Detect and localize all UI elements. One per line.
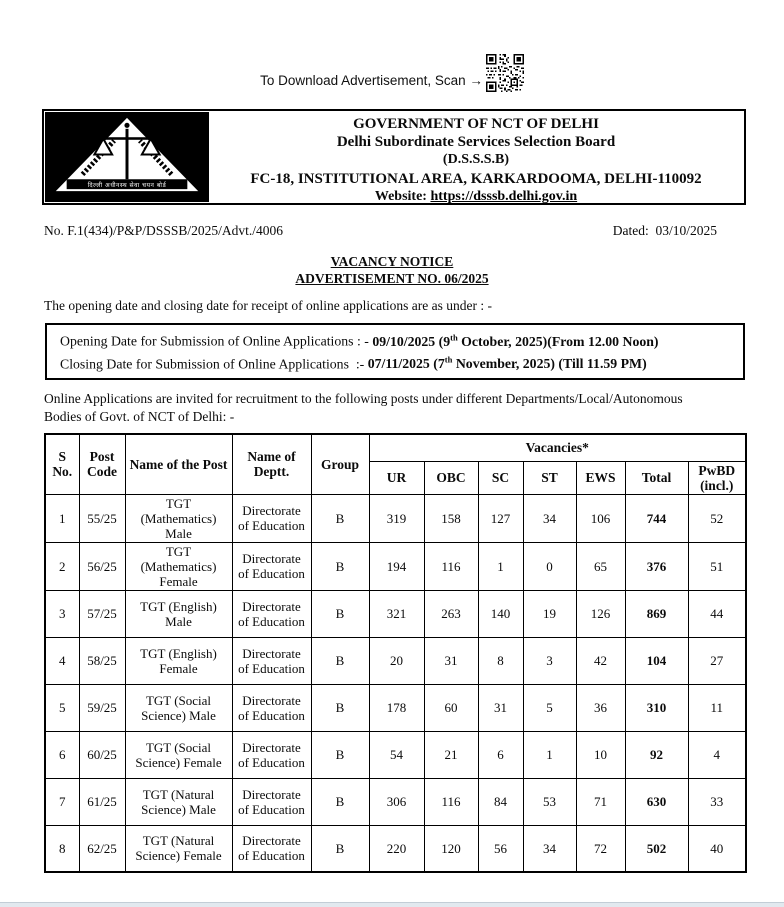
cell-group: B — [311, 542, 369, 590]
table-row — [45, 731, 746, 778]
closing-date-line — [60, 351, 739, 374]
col-header-post-code: Post Code — [79, 434, 125, 494]
col-header-group: Group — [311, 434, 369, 494]
cell-ur: 178 — [369, 684, 424, 731]
cell-ews: 72 — [576, 825, 625, 872]
website-line — [209, 188, 743, 206]
cell-obc: 116 — [424, 542, 478, 590]
cell-post-name: TGT (Social Science) Male — [125, 684, 232, 731]
cell-sno: 2 — [45, 542, 79, 590]
cell-post-name: TGT (English) Male — [125, 590, 232, 637]
cell-group: B — [311, 494, 369, 542]
cell-group: B — [311, 684, 369, 731]
cell-ews: 42 — [576, 637, 625, 684]
cell-post-code: 61/25 — [79, 778, 125, 825]
table-row — [45, 637, 746, 684]
cell-total: 376 — [625, 542, 688, 590]
cell-st: 1 — [523, 731, 576, 778]
letterhead-text — [209, 112, 743, 202]
cell-post-name: TGT (Social Science) Female — [125, 731, 232, 778]
advertisement-number: ADVERTISEMENT NO. 06/2025 — [295, 270, 489, 286]
cell-dept-name: Directorate of Education — [232, 542, 311, 590]
body-paragraph-line2: Bodies of Govt. of NCT of Delhi: - — [44, 408, 235, 424]
cell-dept-name: Directorate of Education — [232, 731, 311, 778]
cell-sno: 7 — [45, 778, 79, 825]
col-header-sc: SC — [478, 461, 523, 494]
vacancy-table — [44, 433, 747, 873]
col-header-st: ST — [523, 461, 576, 494]
qr-code-icon — [486, 54, 524, 92]
col-header-obc: OBC — [424, 461, 478, 494]
cell-total: 630 — [625, 778, 688, 825]
board-name: Delhi Subordinate Services Selection Board — [336, 134, 616, 151]
table-row — [45, 684, 746, 731]
cell-pwbd: 51 — [688, 542, 746, 590]
cell-obc: 263 — [424, 590, 478, 637]
reference-line — [44, 223, 745, 239]
cell-ews: 65 — [576, 542, 625, 590]
vacancy-notice-document — [0, 53, 784, 873]
opening-date-value: 09/10/2025 (9 — [372, 333, 451, 349]
board-abbreviation: (D.S.S.S.B) — [442, 152, 510, 168]
letterhead — [42, 109, 746, 205]
col-header-ews: EWS — [576, 461, 625, 494]
website-link[interactable]: https://dsssb.delhi.gov.in — [430, 188, 578, 204]
cell-st: 5 — [523, 684, 576, 731]
cell-sno: 1 — [45, 494, 79, 542]
cell-st: 34 — [523, 494, 576, 542]
col-header-ur: UR — [369, 461, 424, 494]
cell-pwbd: 27 — [688, 637, 746, 684]
cell-total: 744 — [625, 494, 688, 542]
cell-ur: 194 — [369, 542, 424, 590]
cell-sno: 8 — [45, 825, 79, 872]
cell-total: 502 — [625, 825, 688, 872]
col-header-pwbd: PwBD (incl.) — [688, 461, 746, 494]
scan-row — [0, 53, 784, 92]
closing-date-ordinal: th — [444, 354, 453, 365]
cell-ur: 54 — [369, 731, 424, 778]
cell-post-name: TGT (English) Female — [125, 637, 232, 684]
cell-ur: 220 — [369, 825, 424, 872]
cell-st: 34 — [523, 825, 576, 872]
scales-of-justice-icon — [45, 112, 209, 202]
cell-sc: 8 — [478, 637, 523, 684]
cell-sc: 1 — [478, 542, 523, 590]
cell-total: 869 — [625, 590, 688, 637]
table-row — [45, 825, 746, 872]
cell-sc: 56 — [478, 825, 523, 872]
cell-group: B — [311, 825, 369, 872]
table-row — [45, 778, 746, 825]
closing-date-detail: November, 2025) (Till 11.59 PM) — [452, 356, 647, 372]
cell-sc: 84 — [478, 778, 523, 825]
window-bottom-edge — [0, 902, 784, 907]
closing-date-label: Closing Date for Submission of Online Applications :- — [60, 356, 368, 372]
cell-st: 0 — [523, 542, 576, 590]
closing-date-value: 07/11/2025 (7 — [367, 356, 445, 372]
cell-st: 53 — [523, 778, 576, 825]
cell-pwbd: 33 — [688, 778, 746, 825]
file-number: No. F.1(434)/P&P/DSSSB/2025/Advt./4006 — [44, 223, 283, 238]
dated-value: Dated: 03/10/2025 — [612, 223, 717, 238]
cell-group: B — [311, 637, 369, 684]
col-header-total: Total — [625, 461, 688, 494]
opening-date-label: Opening Date for Submission of Online Applications : - — [60, 333, 373, 349]
cell-dept-name: Directorate of Education — [232, 494, 311, 542]
cell-pwbd: 40 — [688, 825, 746, 872]
cell-total: 310 — [625, 684, 688, 731]
cell-ews: 36 — [576, 684, 625, 731]
cell-ur: 306 — [369, 778, 424, 825]
cell-ur: 321 — [369, 590, 424, 637]
cell-sno: 4 — [45, 637, 79, 684]
cell-obc: 158 — [424, 494, 478, 542]
dsssb-logo — [45, 112, 209, 202]
cell-post-code: 60/25 — [79, 731, 125, 778]
cell-sc: 140 — [478, 590, 523, 637]
application-dates-box — [45, 323, 745, 380]
cell-ews: 10 — [576, 731, 625, 778]
cell-ur: 20 — [369, 637, 424, 684]
cell-post-name: TGT (Natural Science) Female — [125, 825, 232, 872]
notice-title: VACANCY NOTICE — [330, 254, 454, 269]
cell-dept-name: Directorate of Education — [232, 590, 311, 637]
cell-sno: 3 — [45, 590, 79, 637]
cell-sc: 127 — [478, 494, 523, 542]
notice-titles — [0, 254, 784, 287]
cell-pwbd: 4 — [688, 731, 746, 778]
cell-group: B — [311, 778, 369, 825]
cell-pwbd: 44 — [688, 590, 746, 637]
cell-ews: 126 — [576, 590, 625, 637]
opening-date-detail: October, 2025)(From 12.00 Noon) — [457, 333, 659, 349]
cell-sno: 6 — [45, 731, 79, 778]
cell-dept-name: Directorate of Education — [232, 684, 311, 731]
cell-ews: 106 — [576, 494, 625, 542]
cell-post-name: TGT (Mathematics) Male — [125, 494, 232, 542]
cell-st: 3 — [523, 637, 576, 684]
cell-group: B — [311, 731, 369, 778]
col-header-post-name: Name of the Post — [125, 434, 232, 494]
cell-ur: 319 — [369, 494, 424, 542]
col-header-sno: S No. — [45, 434, 79, 494]
cell-dept-name: Directorate of Education — [232, 778, 311, 825]
cell-obc: 120 — [424, 825, 478, 872]
cell-group: B — [311, 590, 369, 637]
cell-obc: 60 — [424, 684, 478, 731]
cell-total: 104 — [625, 637, 688, 684]
cell-ews: 71 — [576, 778, 625, 825]
cell-post-code: 59/25 — [79, 684, 125, 731]
table-row — [45, 542, 746, 590]
cell-pwbd: 11 — [688, 684, 746, 731]
intro-paragraph: The opening date and closing date for receipt of online applications are as under : - — [44, 298, 492, 313]
cell-pwbd: 52 — [688, 494, 746, 542]
svg-text:दिल्ली अधीनस्थ सेवा चयन बोर्ड: दिल्ली अधीनस्थ सेवा चयन बोर्ड — [87, 181, 167, 189]
opening-date-ordinal: th — [450, 332, 458, 342]
cell-post-code: 56/25 — [79, 542, 125, 590]
cell-post-code: 58/25 — [79, 637, 125, 684]
cell-obc: 31 — [424, 637, 478, 684]
cell-dept-name: Directorate of Education — [232, 825, 311, 872]
cell-dept-name: Directorate of Education — [232, 637, 311, 684]
website-label: Website: — [374, 188, 431, 204]
cell-st: 19 — [523, 590, 576, 637]
cell-post-code: 57/25 — [79, 590, 125, 637]
cell-post-code: 62/25 — [79, 825, 125, 872]
cell-total: 92 — [625, 731, 688, 778]
cell-obc: 21 — [424, 731, 478, 778]
cell-post-code: 55/25 — [79, 494, 125, 542]
cell-sc: 6 — [478, 731, 523, 778]
opening-date-line — [60, 328, 739, 351]
cell-post-name: TGT (Natural Science) Male — [125, 778, 232, 825]
col-header-dept-name: Name of Deptt. — [232, 434, 311, 494]
org-name: GOVERNMENT OF NCT OF DELHI — [353, 116, 599, 132]
scan-instruction-text: To Download Advertisement, Scan → — [260, 73, 483, 88]
body-paragraph-line1: Online Applications are invited for recruitment to the following posts under different Departments/Local/Autonomous — [44, 391, 683, 407]
cell-sno: 5 — [45, 684, 79, 731]
board-address: FC-18, INSTITUTIONAL AREA, KARKARDOOMA, DELHI-110092 — [250, 170, 702, 187]
col-header-vacancies: Vacancies* — [369, 434, 746, 461]
table-row — [45, 590, 746, 637]
cell-sc: 31 — [478, 684, 523, 731]
table-row — [45, 494, 746, 542]
cell-obc: 116 — [424, 778, 478, 825]
cell-post-name: TGT (Mathematics) Female — [125, 542, 232, 590]
body-paragraph — [44, 390, 745, 425]
